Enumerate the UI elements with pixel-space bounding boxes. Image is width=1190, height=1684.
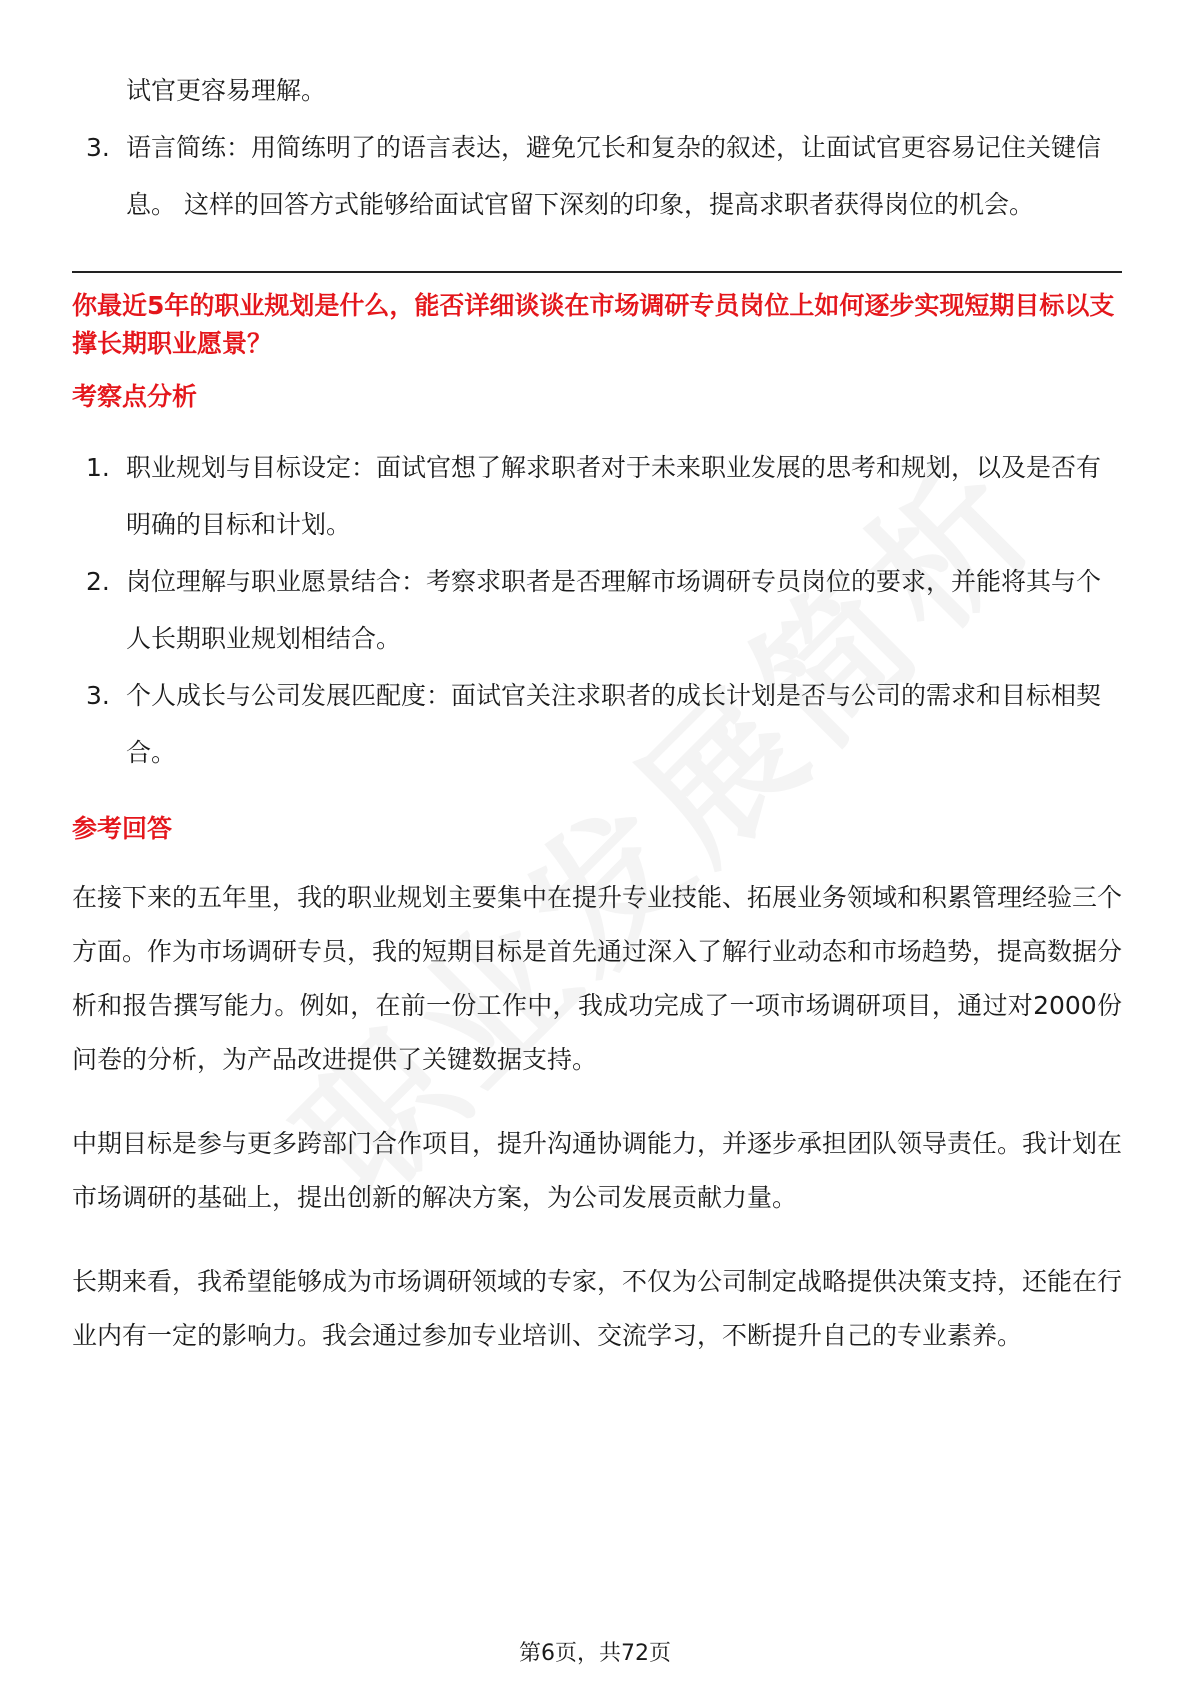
answer-heading: 参考回答 (72, 814, 173, 843)
list-item-text: 岗位理解与职业愿景结合：考察求职者是否理解市场调研专员岗位的要求，并能将其与个人长期职业规划相结合。 (126, 567, 1102, 653)
question-title: 你最近5年的职业规划是什么，能否详细谈谈在市场调研专员岗位上如何逐步实现短期目标以支撑长期职业愿景？ (72, 291, 1115, 358)
list-item-text: 职业规划与目标设定：面试官想了解求职者对于未来职业发展的思考和规划，以及是否有明确的目标和计划。 (126, 453, 1102, 539)
list-item-text: 语言简练：用简练明了的语言表达，避免冗长和复杂的叙述，让面试官更容易记住关键信息。 这样的回答方式能够给面试官留下深刻的印象，提高求职者获得岗位的机会。 (126, 133, 1102, 219)
list-item (72, 553, 1122, 667)
analysis-heading: 考察点分析 (72, 382, 198, 411)
list-item-text: 个人成长与公司发展匹配度：面试官关注求职者的成长计划是否与公司的需求和目标相契合。 (126, 681, 1102, 767)
analysis-list (72, 439, 1122, 781)
list-item (72, 119, 1122, 233)
list-item (72, 439, 1122, 553)
list-item-continuation: 试官更容易理解。 (126, 76, 327, 105)
list-item-number: 3. (86, 681, 110, 710)
section-divider (72, 271, 1122, 273)
page-number: 第6页，共72页 (519, 1641, 671, 1666)
page-content (72, 62, 1122, 1393)
list-item-number: 3. (86, 133, 110, 162)
list-item-number: 2. (86, 567, 110, 596)
list-item-number: 1. (86, 453, 110, 482)
list-item (72, 667, 1122, 781)
answer-paragraph: 长期来看，我希望能够成为市场调研领域的专家，不仅为公司制定战略提供决策支持，还能在行业内有一定的影响力。我会通过参加专业培训、交流学习，不断提升自己的专业素养。 (72, 1267, 1123, 1350)
answer-paragraph: 中期目标是参与更多跨部门合作项目，提升沟通协调能力，并逐步承担团队领导责任。我计划在市场调研的基础上，提出创新的解决方案，为公司发展贡献力量。 (72, 1129, 1123, 1212)
answer-paragraph: 在接下来的五年里，我的职业规划主要集中在提升专业技能、拓展业务领域和积累管理经验三个方面。作为市场调研专员，我的短期目标是首先通过深入了解行业动态和市场趋势，提高数据分析和报告撰写能力。例如，在前一份工作中，我成功完成了一项市场调研项目，通过对2000份问卷的分析，为产品改进提供了关键数据支持。 (72, 883, 1123, 1074)
